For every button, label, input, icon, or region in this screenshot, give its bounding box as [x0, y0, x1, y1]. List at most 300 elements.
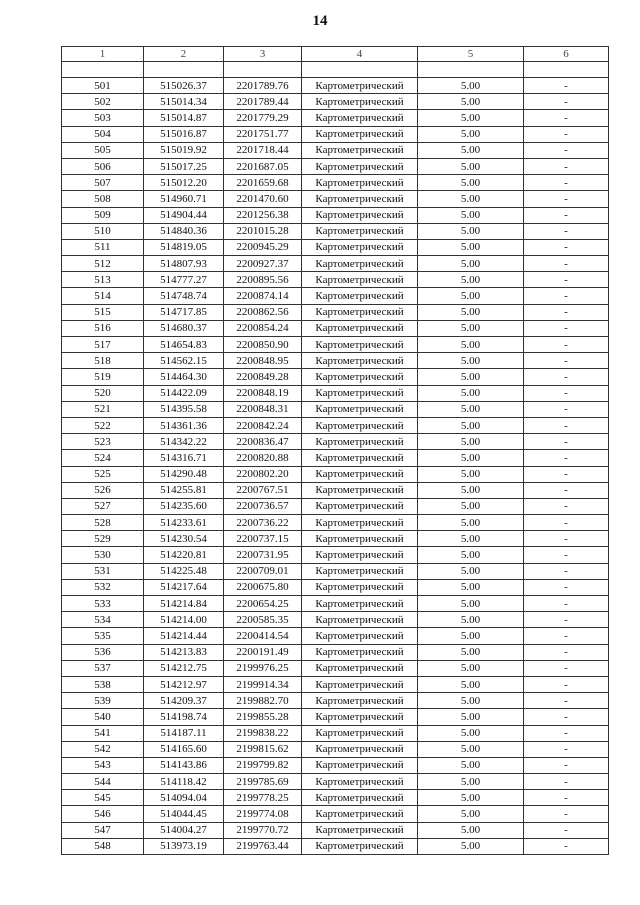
method-cell: Картометрический	[302, 158, 418, 174]
method-cell: Картометрический	[302, 709, 418, 725]
table-row	[62, 644, 609, 660]
method-cell: Картометрический	[302, 434, 418, 450]
point-number-cell: 507	[62, 175, 144, 191]
note-cell: -	[524, 191, 609, 207]
coordinate-y-cell: 2199763.44	[224, 838, 302, 854]
table-row	[62, 353, 609, 369]
point-number-cell: 547	[62, 822, 144, 838]
coordinate-x-cell: 514316.71	[144, 450, 224, 466]
table-row	[62, 515, 609, 531]
note-cell: -	[524, 498, 609, 514]
coordinate-y-cell: 2200820.88	[224, 450, 302, 466]
table-row	[62, 304, 609, 320]
point-number-cell: 528	[62, 515, 144, 531]
accuracy-cell: 5.00	[418, 531, 524, 547]
table-row	[62, 806, 609, 822]
table-row	[62, 709, 609, 725]
blank-row	[62, 62, 609, 78]
note-cell: -	[524, 434, 609, 450]
accuracy-cell: 5.00	[418, 369, 524, 385]
method-cell: Картометрический	[302, 660, 418, 676]
table-row	[62, 660, 609, 676]
note-cell: -	[524, 515, 609, 531]
note-cell: -	[524, 272, 609, 288]
method-cell: Картометрический	[302, 774, 418, 790]
accuracy-cell: 5.00	[418, 838, 524, 854]
coordinate-x-cell: 514214.84	[144, 596, 224, 612]
coordinate-y-cell: 2200414.54	[224, 628, 302, 644]
note-cell: -	[524, 612, 609, 628]
accuracy-cell: 5.00	[418, 337, 524, 353]
accuracy-cell: 5.00	[418, 385, 524, 401]
point-number-cell: 530	[62, 547, 144, 563]
accuracy-cell: 5.00	[418, 320, 524, 336]
table-row	[62, 450, 609, 466]
method-cell: Картометрический	[302, 822, 418, 838]
coordinate-y-cell: 2200654.25	[224, 596, 302, 612]
accuracy-cell: 5.00	[418, 256, 524, 272]
page-number: 14	[312, 13, 328, 29]
coordinate-x-cell: 514235.60	[144, 498, 224, 514]
coordinate-x-cell: 514187.11	[144, 725, 224, 741]
coordinate-x-cell: 514214.44	[144, 628, 224, 644]
table-row	[62, 563, 609, 579]
point-number-cell: 518	[62, 353, 144, 369]
method-cell: Картометрический	[302, 223, 418, 239]
method-cell: Картометрический	[302, 78, 418, 94]
note-cell: -	[524, 320, 609, 336]
accuracy-cell: 5.00	[418, 158, 524, 174]
coordinate-x-cell: 514214.00	[144, 612, 224, 628]
point-number-cell: 514	[62, 288, 144, 304]
point-number-cell: 545	[62, 790, 144, 806]
table-row	[62, 110, 609, 126]
method-cell: Картометрический	[302, 741, 418, 757]
coordinate-y-cell: 2200927.37	[224, 256, 302, 272]
coordinate-x-cell: 514212.75	[144, 660, 224, 676]
table-row	[62, 78, 609, 94]
coordinate-y-cell: 2200836.47	[224, 434, 302, 450]
note-cell: -	[524, 547, 609, 563]
empty-cell	[302, 62, 418, 78]
note-cell: -	[524, 110, 609, 126]
table-row	[62, 676, 609, 692]
coordinate-x-cell: 514395.58	[144, 401, 224, 417]
point-number-cell: 539	[62, 693, 144, 709]
coordinate-y-cell: 2199882.70	[224, 693, 302, 709]
coordinate-y-cell: 2199770.72	[224, 822, 302, 838]
accuracy-cell: 5.00	[418, 401, 524, 417]
point-number-cell: 506	[62, 158, 144, 174]
accuracy-cell: 5.00	[418, 563, 524, 579]
table-row	[62, 320, 609, 336]
point-number-cell: 541	[62, 725, 144, 741]
note-cell: -	[524, 466, 609, 482]
accuracy-cell: 5.00	[418, 191, 524, 207]
point-number-cell: 509	[62, 207, 144, 223]
note-cell: -	[524, 142, 609, 158]
coordinate-y-cell: 2201718.44	[224, 142, 302, 158]
accuracy-cell: 5.00	[418, 175, 524, 191]
point-number-cell: 536	[62, 644, 144, 660]
note-cell: -	[524, 207, 609, 223]
point-number-cell: 548	[62, 838, 144, 854]
method-cell: Картометрический	[302, 142, 418, 158]
point-number-cell: 522	[62, 417, 144, 433]
method-cell: Картометрический	[302, 288, 418, 304]
coordinate-x-cell: 513973.19	[144, 838, 224, 854]
note-cell: -	[524, 579, 609, 595]
accuracy-cell: 5.00	[418, 126, 524, 142]
table-row	[62, 741, 609, 757]
coordinate-y-cell: 2200736.22	[224, 515, 302, 531]
table-row	[62, 822, 609, 838]
method-cell: Картометрический	[302, 466, 418, 482]
coordinate-y-cell: 2200850.90	[224, 337, 302, 353]
empty-cell	[418, 62, 524, 78]
point-number-cell: 543	[62, 757, 144, 773]
coordinate-x-cell: 514143.86	[144, 757, 224, 773]
coordinate-y-cell: 2201779.29	[224, 110, 302, 126]
point-number-cell: 501	[62, 78, 144, 94]
point-number-cell: 510	[62, 223, 144, 239]
method-cell: Картометрический	[302, 110, 418, 126]
coordinate-y-cell: 2200191.49	[224, 644, 302, 660]
table-row	[62, 790, 609, 806]
point-number-cell: 540	[62, 709, 144, 725]
column-header: 1	[62, 47, 144, 62]
method-cell: Картометрический	[302, 612, 418, 628]
coordinate-y-cell: 2199976.25	[224, 660, 302, 676]
table-row	[62, 94, 609, 110]
method-cell: Картометрический	[302, 126, 418, 142]
point-number-cell: 526	[62, 482, 144, 498]
method-cell: Картометрический	[302, 596, 418, 612]
table-row	[62, 693, 609, 709]
coordinate-y-cell: 2200849.28	[224, 369, 302, 385]
point-number-cell: 502	[62, 94, 144, 110]
table-row	[62, 757, 609, 773]
note-cell: -	[524, 709, 609, 725]
coordinate-y-cell: 2199815.62	[224, 741, 302, 757]
note-cell: -	[524, 369, 609, 385]
point-number-cell: 544	[62, 774, 144, 790]
table-row	[62, 466, 609, 482]
table-row	[62, 385, 609, 401]
coordinate-y-cell: 2201789.44	[224, 94, 302, 110]
coordinate-x-cell: 514213.83	[144, 644, 224, 660]
method-cell: Картометрический	[302, 239, 418, 255]
note-cell: -	[524, 757, 609, 773]
coordinate-x-cell: 514094.04	[144, 790, 224, 806]
method-cell: Картометрический	[302, 175, 418, 191]
accuracy-cell: 5.00	[418, 774, 524, 790]
coordinate-y-cell: 2200767.51	[224, 482, 302, 498]
point-number-cell: 531	[62, 563, 144, 579]
coordinate-x-cell: 514819.05	[144, 239, 224, 255]
coordinate-y-cell: 2201789.76	[224, 78, 302, 94]
point-number-cell: 516	[62, 320, 144, 336]
coordinate-x-cell: 514209.37	[144, 693, 224, 709]
note-cell: -	[524, 774, 609, 790]
coordinate-y-cell: 2199838.22	[224, 725, 302, 741]
method-cell: Картометрический	[302, 401, 418, 417]
coordinate-x-cell: 514464.30	[144, 369, 224, 385]
column-header: 6	[524, 47, 609, 62]
coordinate-x-cell: 514217.64	[144, 579, 224, 595]
coordinate-x-cell: 514255.81	[144, 482, 224, 498]
table-row	[62, 207, 609, 223]
note-cell: -	[524, 806, 609, 822]
method-cell: Картометрический	[302, 547, 418, 563]
point-number-cell: 517	[62, 337, 144, 353]
coordinate-y-cell: 2200731.95	[224, 547, 302, 563]
accuracy-cell: 5.00	[418, 94, 524, 110]
method-cell: Картометрический	[302, 417, 418, 433]
coordinate-x-cell: 514904.44	[144, 207, 224, 223]
point-number-cell: 505	[62, 142, 144, 158]
table-row	[62, 175, 609, 191]
table-row	[62, 838, 609, 854]
note-cell: -	[524, 353, 609, 369]
note-cell: -	[524, 239, 609, 255]
coordinate-y-cell: 2200842.24	[224, 417, 302, 433]
note-cell: -	[524, 596, 609, 612]
accuracy-cell: 5.00	[418, 110, 524, 126]
table-row	[62, 774, 609, 790]
accuracy-cell: 5.00	[418, 790, 524, 806]
coordinates-table	[61, 46, 609, 855]
note-cell: -	[524, 741, 609, 757]
point-number-cell: 538	[62, 676, 144, 692]
table-row	[62, 223, 609, 239]
accuracy-cell: 5.00	[418, 547, 524, 563]
coordinate-x-cell: 514220.81	[144, 547, 224, 563]
coordinate-y-cell: 2200585.35	[224, 612, 302, 628]
accuracy-cell: 5.00	[418, 482, 524, 498]
point-number-cell: 524	[62, 450, 144, 466]
point-number-cell: 537	[62, 660, 144, 676]
coordinate-y-cell: 2200848.31	[224, 401, 302, 417]
coordinate-y-cell: 2201015.28	[224, 223, 302, 239]
coordinate-y-cell: 2199785.69	[224, 774, 302, 790]
point-number-cell: 523	[62, 434, 144, 450]
point-number-cell: 529	[62, 531, 144, 547]
table-row	[62, 579, 609, 595]
accuracy-cell: 5.00	[418, 757, 524, 773]
coordinate-y-cell: 2200854.24	[224, 320, 302, 336]
note-cell: -	[524, 790, 609, 806]
coordinate-x-cell: 514562.15	[144, 353, 224, 369]
note-cell: -	[524, 304, 609, 320]
point-number-cell: 513	[62, 272, 144, 288]
point-number-cell: 520	[62, 385, 144, 401]
empty-cell	[144, 62, 224, 78]
table-row	[62, 239, 609, 255]
accuracy-cell: 5.00	[418, 223, 524, 239]
accuracy-cell: 5.00	[418, 725, 524, 741]
empty-cell	[62, 62, 144, 78]
table-row	[62, 256, 609, 272]
table-row	[62, 401, 609, 417]
coordinate-x-cell: 515014.34	[144, 94, 224, 110]
table-row	[62, 628, 609, 644]
coordinate-y-cell: 2200737.15	[224, 531, 302, 547]
coordinate-y-cell: 2200874.14	[224, 288, 302, 304]
point-number-cell: 534	[62, 612, 144, 628]
coordinate-x-cell: 515017.25	[144, 158, 224, 174]
accuracy-cell: 5.00	[418, 304, 524, 320]
column-header: 4	[302, 47, 418, 62]
point-number-cell: 504	[62, 126, 144, 142]
note-cell: -	[524, 401, 609, 417]
table-row	[62, 547, 609, 563]
method-cell: Картометрический	[302, 644, 418, 660]
method-cell: Картометрический	[302, 725, 418, 741]
accuracy-cell: 5.00	[418, 78, 524, 94]
coordinate-y-cell: 2199799.82	[224, 757, 302, 773]
accuracy-cell: 5.00	[418, 498, 524, 514]
coordinate-x-cell: 515014.87	[144, 110, 224, 126]
coordinate-y-cell: 2199778.25	[224, 790, 302, 806]
accuracy-cell: 5.00	[418, 272, 524, 288]
method-cell: Картометрический	[302, 320, 418, 336]
coordinate-x-cell: 515019.92	[144, 142, 224, 158]
note-cell: -	[524, 256, 609, 272]
coordinate-y-cell: 2201751.77	[224, 126, 302, 142]
table-row	[62, 288, 609, 304]
method-cell: Картометрический	[302, 353, 418, 369]
point-number-cell: 503	[62, 110, 144, 126]
coordinate-y-cell: 2201687.05	[224, 158, 302, 174]
coordinate-y-cell: 2201470.60	[224, 191, 302, 207]
method-cell: Картометрический	[302, 498, 418, 514]
table-row	[62, 725, 609, 741]
coordinate-x-cell: 514654.83	[144, 337, 224, 353]
method-cell: Картометрический	[302, 94, 418, 110]
accuracy-cell: 5.00	[418, 417, 524, 433]
note-cell: -	[524, 531, 609, 547]
method-cell: Картометрический	[302, 450, 418, 466]
accuracy-cell: 5.00	[418, 709, 524, 725]
method-cell: Картометрический	[302, 191, 418, 207]
method-cell: Картометрический	[302, 272, 418, 288]
note-cell: -	[524, 660, 609, 676]
coordinate-x-cell: 514290.48	[144, 466, 224, 482]
column-header: 5	[418, 47, 524, 62]
accuracy-cell: 5.00	[418, 628, 524, 644]
method-cell: Картометрический	[302, 256, 418, 272]
note-cell: -	[524, 78, 609, 94]
accuracy-cell: 5.00	[418, 466, 524, 482]
table-row	[62, 369, 609, 385]
note-cell: -	[524, 563, 609, 579]
note-cell: -	[524, 693, 609, 709]
coordinate-x-cell: 515026.37	[144, 78, 224, 94]
note-cell: -	[524, 676, 609, 692]
method-cell: Картометрический	[302, 806, 418, 822]
coordinate-y-cell: 2200675.80	[224, 579, 302, 595]
coordinate-x-cell: 514233.61	[144, 515, 224, 531]
method-cell: Картометрический	[302, 790, 418, 806]
table-row	[62, 337, 609, 353]
coordinate-x-cell: 514777.27	[144, 272, 224, 288]
table-row	[62, 158, 609, 174]
accuracy-cell: 5.00	[418, 693, 524, 709]
coordinate-x-cell: 514230.54	[144, 531, 224, 547]
note-cell: -	[524, 450, 609, 466]
coordinate-x-cell: 514004.27	[144, 822, 224, 838]
note-cell: -	[524, 725, 609, 741]
accuracy-cell: 5.00	[418, 239, 524, 255]
method-cell: Картометрический	[302, 482, 418, 498]
note-cell: -	[524, 822, 609, 838]
coordinate-y-cell: 2199774.08	[224, 806, 302, 822]
accuracy-cell: 5.00	[418, 822, 524, 838]
coordinate-x-cell: 514960.71	[144, 191, 224, 207]
note-cell: -	[524, 838, 609, 854]
point-number-cell: 532	[62, 579, 144, 595]
coordinate-x-cell: 514225.48	[144, 563, 224, 579]
point-number-cell: 546	[62, 806, 144, 822]
table-row	[62, 417, 609, 433]
note-cell: -	[524, 158, 609, 174]
coordinate-y-cell: 2200802.20	[224, 466, 302, 482]
accuracy-cell: 5.00	[418, 579, 524, 595]
accuracy-cell: 5.00	[418, 676, 524, 692]
coordinate-x-cell: 514165.60	[144, 741, 224, 757]
coordinate-x-cell: 514717.85	[144, 304, 224, 320]
table-row	[62, 531, 609, 547]
accuracy-cell: 5.00	[418, 660, 524, 676]
coordinate-x-cell: 514680.37	[144, 320, 224, 336]
method-cell: Картометрический	[302, 579, 418, 595]
coordinate-x-cell: 514044.45	[144, 806, 224, 822]
method-cell: Картометрический	[302, 757, 418, 773]
table-row	[62, 612, 609, 628]
coordinate-y-cell: 2200945.29	[224, 239, 302, 255]
coordinate-x-cell: 514840.36	[144, 223, 224, 239]
method-cell: Картометрический	[302, 676, 418, 692]
point-number-cell: 515	[62, 304, 144, 320]
empty-cell	[524, 62, 609, 78]
accuracy-cell: 5.00	[418, 596, 524, 612]
note-cell: -	[524, 175, 609, 191]
note-cell: -	[524, 385, 609, 401]
note-cell: -	[524, 644, 609, 660]
method-cell: Картометрический	[302, 337, 418, 353]
coordinate-y-cell: 2200848.19	[224, 385, 302, 401]
method-cell: Картометрический	[302, 838, 418, 854]
point-number-cell: 542	[62, 741, 144, 757]
coordinate-y-cell: 2201659.68	[224, 175, 302, 191]
note-cell: -	[524, 126, 609, 142]
note-cell: -	[524, 288, 609, 304]
accuracy-cell: 5.00	[418, 515, 524, 531]
point-number-cell: 525	[62, 466, 144, 482]
table-row	[62, 191, 609, 207]
accuracy-cell: 5.00	[418, 207, 524, 223]
column-header: 3	[224, 47, 302, 62]
empty-cell	[224, 62, 302, 78]
coordinate-x-cell: 514422.09	[144, 385, 224, 401]
accuracy-cell: 5.00	[418, 353, 524, 369]
coordinate-y-cell: 2200709.01	[224, 563, 302, 579]
coordinate-x-cell: 514361.36	[144, 417, 224, 433]
table-row	[62, 142, 609, 158]
accuracy-cell: 5.00	[418, 288, 524, 304]
coordinate-y-cell: 2200895.56	[224, 272, 302, 288]
